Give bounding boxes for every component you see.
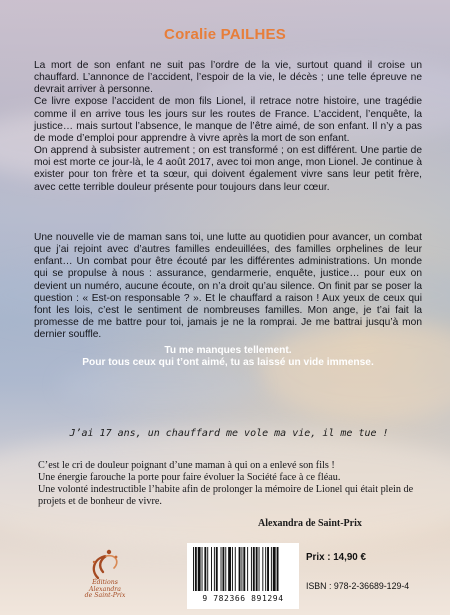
barcode-bar [273,547,276,591]
barcode-bar [221,547,222,591]
barcode-bar [253,547,255,591]
author-name: Coralie PAILHES [164,26,286,43]
closing-line: Pour tous ceux qui t’ont aimé, tu as laissé un vide immense. [82,357,374,369]
barcode-bar [239,547,241,591]
swirl-logo-icon [76,548,134,582]
tagline-quote: J’ai 17 ans, un chauffard me vole ma vie, il me tue ! [69,428,389,439]
barcode-bar [259,547,260,591]
closing-line: Tu me manques tellement. [164,345,292,356]
blurb-line: Une volonté indestructible l’habite afin de prolonger la mémoire de Lionel qui était plein de projets et de bonheur de vivre. [38,484,414,507]
barcode-bar [271,547,272,591]
publisher-name-line: Éditions Alexandra [89,579,121,593]
blurb-line: Une énergie farouche la porte pour faire évoluer la Société face à ce fléau. [38,472,341,483]
barcode-bar [216,547,218,591]
blurb-line: C’est le cri de douleur poignant d’une maman à qui on a enlevé son fils ! [38,460,335,471]
publisher-blurb [38,460,420,508]
blurb-signature: Alexandra de Saint-Prix [258,518,362,529]
barcode-bar [277,547,279,591]
struggle-text [34,232,422,341]
barcode [187,543,299,609]
intro-paragraph: La mort de son enfant ne suit pas l’ordre de la vie, surtout quand il croise un chauffard. L’annonce de l’accident, l’espoir de la vie, le décès ; une telle épreuve ne devrait arriver à personne. [34,60,422,96]
publisher-name [76,580,134,600]
barcode-bar [222,547,224,591]
barcode-bar [193,547,194,591]
publisher-logo [76,548,134,608]
barcode-bar [241,547,242,591]
isbn-label: ISBN : 978-2-36689-129-4 [306,581,410,591]
barcode-bar [247,547,248,591]
intro-paragraph: Ce livre expose l’accident de mon fils Lionel, il retrace notre histoire, une tragédie comme il en arrive tous les jours sur les routes de France. L’accident, l’enquête, la justice… mais surtout l’absence, le manque de l’être aimé, de son enfant. Il n’y a pas de mode d’emploi pour apprendre à vivre après la mort de son enfant. [34,96,422,144]
publisher-name-line: de Saint-Prix [84,592,126,600]
barcode-bar [207,547,208,591]
barcode-bar [232,547,233,591]
barcode-bar [265,547,266,591]
struggle-paragraph: Une nouvelle vie de maman sans toi, une lutte au quotidien pour avancer, un combat que j’ai rejoint avec d’autres familles endeuillées, des familles orphelines de leur enfant… Un combat pour être écouté par les différentes administrations. Un monde qui se propulse à nous : assurance, gendarmerie, enquête, justice… pour eux on devient un numéro, aucune écoute, on n’a droit qu’au silence. On finit par se poser la question : « Est-on responsable ? ». Et le chauffard a raison ! Aux yeux de ceux qui font les lois, c’est le sentiment de nombreuses familles. Mon ange, je t’ai fait la promesse de me battre pour toi, jamais je ne la romprai. Je me battrai jusqu’à mon dernier souffle. [34,232,422,341]
barcode-bar [228,547,231,591]
intro-text [34,60,422,194]
closing-lines [34,345,422,369]
barcode-bar [243,547,245,591]
barcode-bar [235,547,236,591]
barcode-bar [214,547,215,591]
barcode-digits: 9 782366 891294 [202,594,284,603]
barcode-bar [198,547,201,591]
price-label: Prix : 14,90 € [306,552,366,563]
barcode-icon [187,543,299,595]
barcode-bar [204,547,206,591]
barcode-bar [195,547,197,591]
barcode-bar [256,547,258,591]
barcode-bar [267,547,269,591]
barcode-bar [225,547,226,591]
barcode-bar [211,547,212,591]
intro-paragraph: On apprend à subsister autrement ; on est transformé ; on est différent. Une partie de moi est morte ce jour-là, le 4 août 2017, avec toi mon ange, mon Lionel. Je continue à exister pour ton frère et ta sœur, qui doivent également vivre sans leur petit frère, avec cette terrible douleur présente pour toujours dans leur cœur. [34,145,422,193]
barcode-bar [251,547,252,591]
barcode-bar [262,547,263,591]
barcode-bar [202,547,203,591]
